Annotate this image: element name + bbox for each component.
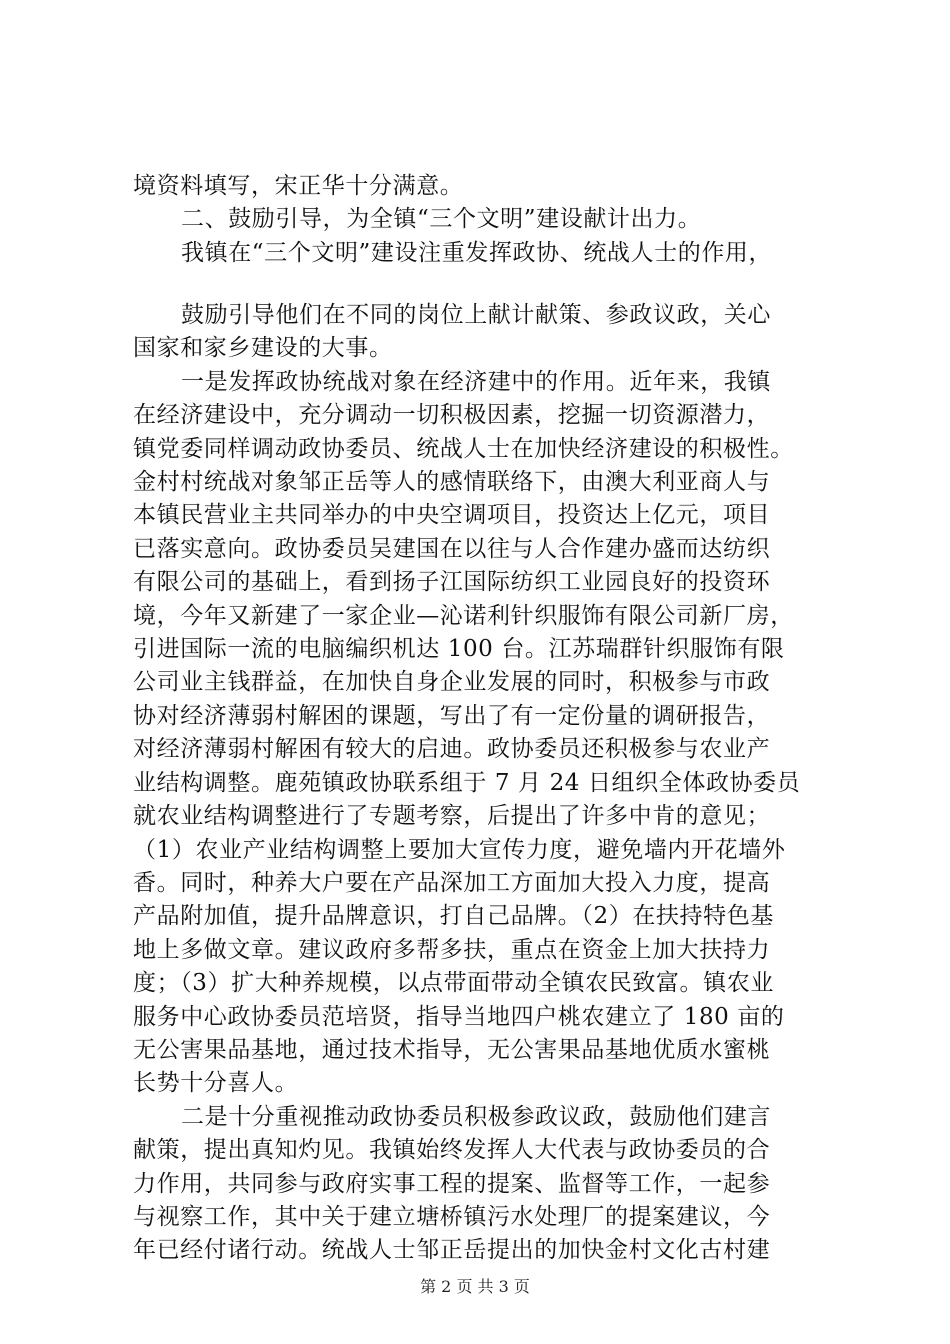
text-line: 服务中心政协委员范培贤，指导当地四户桃农建立了 180 亩的 — [133, 1003, 785, 1030]
text-block-main — [133, 299, 833, 1268]
text-line: 一是发挥政协统战对象在经济建中的作用。近年来，我镇 — [181, 368, 771, 395]
text-line: 镇党委同样调动政协委员、统战人士在加快经济建设的积极性。 — [133, 435, 794, 462]
text-line: 二是十分重视推动政协委员积极参政议政，鼓励他们建言 — [181, 1103, 771, 1130]
text-block-top — [133, 170, 833, 270]
text-line: 本镇民营业主共同举办的中央空调项目，投资达上亿元，项目 — [133, 502, 771, 529]
text-line: 有限公司的基础上，看到扬子江国际纺织工业园良好的投资环 — [133, 569, 771, 596]
section-heading: 二、鼓励引导，为全镇“三个文明”建设献计出力。 — [181, 206, 702, 233]
text-line: 我镇在“三个文明”建设注重发挥政协、统战人士的作用， — [181, 239, 773, 266]
text-line: 国家和家乡建设的大事。 — [133, 335, 393, 362]
page-number: 第 2 页 共 3 页 — [420, 1277, 530, 1296]
text-line: （1）农业产业结构调整上要加大宣传力度，避免墙内开花墙外 — [133, 836, 786, 863]
text-line: 协对经济薄弱村解困的课题，写出了有一定份量的调研报告， — [133, 702, 771, 729]
text-line: 对经济薄弱村解困有较大的启迪。政协委员还积极参与农业产 — [133, 736, 771, 763]
text-line: 力作用，共同参与政府实事工程的提案、监督等工作，一起参 — [133, 1170, 771, 1197]
text-line: 年已经付诸行动。统战人士邹正岳提出的加快金村文化古村建 — [133, 1237, 771, 1264]
text-line: 产品附加值，提升品牌意识，打自己品牌。（2）在扶持特色基 — [133, 903, 774, 930]
text-line: 地上多做文章。建议政府多帮多扶，重点在资金上加大扶持力 — [133, 936, 771, 963]
text-line: 公司业主钱群益，在加快自身企业发展的同时，积极参与市政 — [133, 669, 771, 696]
text-line: 在经济建设中，充分调动一切积极因素，挖掘一切资源潜力， — [133, 402, 771, 429]
text-line: 金村村统战对象邹正岳等人的感情联络下，由澳大利亚商人与 — [133, 469, 771, 496]
text-line: 境，今年又新建了一家企业—沁诺利针织服饰有限公司新厂房， — [133, 602, 794, 629]
text-line: 度；（3）扩大种养规模，以点带面带动全镇农民致富。镇农业 — [133, 970, 774, 997]
text-line: 无公害果品基地，通过技术指导，无公害果品基地优质水蜜桃 — [133, 1036, 771, 1063]
text-line: 业结构调整。鹿苑镇政协联系组于 7 月 24 日组织全体政协委员 — [133, 769, 801, 796]
text-line: 长势十分喜人。 — [133, 1070, 299, 1097]
text-line: 与视察工作，其中关于建立塘桥镇污水处理厂的提案建议，今 — [133, 1203, 771, 1230]
text-line: 已落实意向。政协委员吴建国在以往与人合作建办盛而达纺织 — [133, 535, 771, 562]
text-line: 鼓励引导他们在不同的岗位上献计献策、参政议政，关心 — [181, 302, 771, 328]
text-line: 境资料填写，宋正华十分满意。 — [133, 173, 464, 199]
page-footer — [0, 1274, 950, 1297]
text-line: 香。同时，种养大户要在产品深加工方面加大投入力度，提高 — [133, 869, 771, 896]
text-line: 献策，提出真知灼见。我镇始终发挥人大代表与政协委员的合 — [133, 1137, 771, 1164]
text-line: 引进国际一流的电脑编织机达 100 台。江苏瑞群针织服饰有限 — [133, 636, 785, 663]
text-line: 就农业结构调整进行了专题考察，后提出了许多中肯的意见； — [133, 803, 771, 830]
